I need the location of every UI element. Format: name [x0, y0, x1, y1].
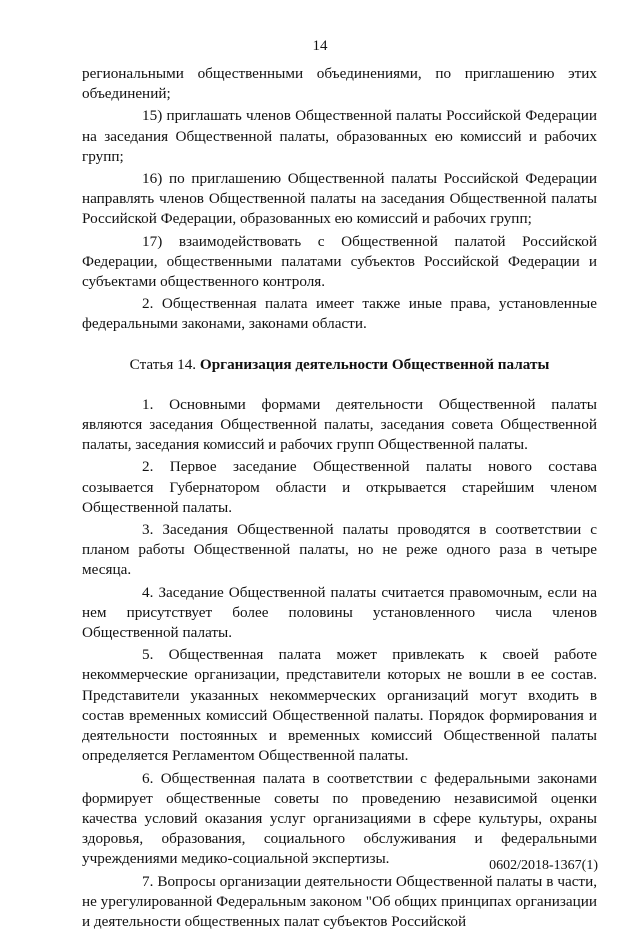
paragraph-continuation: региональными общественными объединениями, по приглашению этих объединений; [82, 65, 597, 103]
article-paragraph-3: 3. Заседания Общественной палаты проводятся в соответствии с планом работы Общественной палаты, но не реже одного раза в четыре месяца. [82, 521, 597, 579]
article-heading [82, 355, 597, 375]
article-paragraph-2: 2. Первое заседание Общественной палаты нового состава созывается Губернатором области и открывается старейшим членом Общественной палаты. [82, 458, 597, 516]
paragraph-part-2: 2. Общественная палата имеет также иные права, установленные федеральными законами, законами области. [82, 295, 597, 333]
article-paragraph-7: 7. Вопросы организации деятельности Общественной палаты в части, не урегулированной Федеральным законом "Об общих принципах организации и деятельности общественных палат субъектов Российской [82, 872, 597, 930]
article-title: Организация деятельности Общественной палаты [199, 355, 550, 373]
article-paragraph-4: 4. Заседание Общественной палаты считается правомочным, если на нем присутствует более половины установленного числа членов Общественной палаты. [82, 583, 597, 642]
paragraph-item-16: 16) по приглашению Общественной палаты Российской Федерации направлять членов Общественной палаты на заседания Общественной палаты Российской Федерации, образованных ею комиссий и рабочих групп; [82, 170, 597, 228]
page-number: 14 [312, 38, 328, 54]
article-paragraph-1: 1. Основными формами деятельности Общественной палаты являются заседания Общественной палаты, заседания совета Общественной палаты, заседания комиссий и рабочих групп Общественной палаты. [82, 395, 597, 454]
article-paragraph-6: 6. Общественная палата в соответствии с федеральными законами формирует общественные советы по проведению независимой оценки качества условий оказания услуг организациями в сфере культуры, охраны здоровья, образования, социального обслуживания и федеральными учреждениями медико-социальной экспертизы. [82, 769, 597, 868]
article-number: Статья 14. [129, 355, 197, 373]
article-paragraph-5: 5. Общественная палата может привлекать к своей работе некоммерческие организации, представители которых не вошли в ее состав. Представители указанных некоммерческих организаций могут входить в состав временных комиссий Общественной палаты. Порядок формирования и деятельности постоянных и временных комиссий Общественной палаты определяется Регламентом Общественной палаты. [82, 646, 597, 765]
document-code: 0602/2018-1367(1) [489, 858, 598, 873]
document-body [82, 64, 597, 934]
paragraph-item-17: 17) взаимодействовать с Общественной палатой Российской Федерации, общественными палатами субъектов Российской Федерации и субъектами общественного контроля. [82, 232, 597, 291]
paragraph-item-15: 15) приглашать членов Общественной палаты Российской Федерации на заседания Общественной палаты, образованных ею комиссий и рабочих групп; [82, 107, 597, 165]
